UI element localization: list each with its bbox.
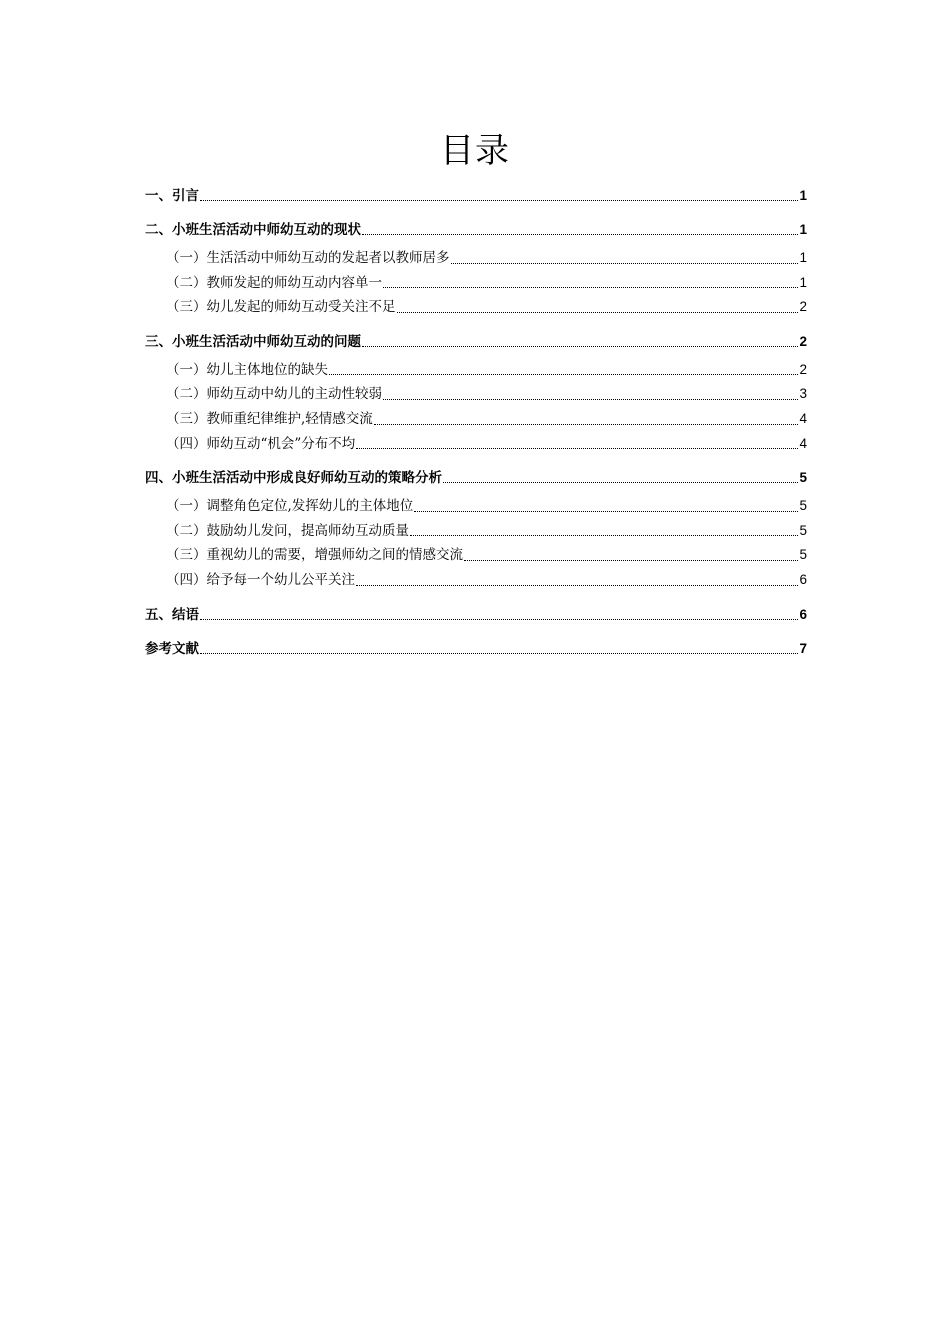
toc-entry-level1[interactable] (145, 184, 807, 208)
dot-leader (443, 466, 798, 490)
toc-entry-text: 五、结语 (145, 606, 199, 623)
toc-entry-level1[interactable] (145, 637, 807, 661)
toc-entry-level2[interactable] (145, 432, 807, 457)
dot-leader (374, 407, 799, 432)
toc-entry-level2[interactable] (145, 568, 807, 593)
toc-entry-text: 二、小班生活活动中师幼互动的现状 (145, 222, 361, 238)
toc-entry-level1[interactable] (145, 466, 807, 490)
toc-page-number: 4 (799, 435, 807, 451)
toc-entry-text: （三）重视幼儿的需要，增强师幼之间的情感交流 (166, 547, 463, 564)
dot-leader (383, 271, 798, 296)
toc-entry-text: （二）鼓励幼儿发问，提高师幼互动质量 (166, 522, 409, 539)
toc-page-number: 6 (799, 571, 807, 587)
toc-page-number: 3 (799, 386, 807, 402)
toc-entry-text: （二）教师发起的师幼互动内容单一 (166, 274, 382, 291)
toc-page-number: 1 (799, 274, 807, 290)
dot-leader (362, 330, 798, 354)
dot-leader (451, 246, 799, 271)
toc-entry-text: （四）师幼互动“机会”分布不均 (166, 435, 356, 452)
toc-page-number: 7 (799, 640, 807, 656)
toc-entry-text: （一）调整角色定位,发挥幼儿的主体地位 (166, 498, 414, 515)
toc-entry-text: 一、引言 (145, 188, 199, 204)
dot-leader (200, 184, 798, 208)
toc-entry-level2[interactable] (145, 271, 807, 296)
dot-leader (356, 568, 798, 593)
toc-entry-text: （四）给予每一个幼儿公平关注 (166, 571, 355, 588)
toc-entry-level2[interactable] (145, 382, 807, 407)
toc-page-number: 2 (799, 361, 807, 377)
toc-page-number: 5 (799, 522, 807, 538)
dot-leader (200, 603, 798, 627)
toc-entry-level2[interactable] (145, 407, 807, 432)
toc-list (145, 178, 807, 665)
dot-leader (356, 432, 798, 457)
toc-entry-level1[interactable] (145, 603, 807, 627)
toc-page-number: 5 (799, 498, 807, 514)
toc-page-number: 1 (799, 222, 807, 237)
toc-entry-text: （三）教师重纪律维护,轻情感交流 (166, 410, 373, 427)
toc-title: 目录 (440, 131, 510, 171)
toc-entry-level1[interactable] (145, 330, 807, 354)
toc-page-number: 6 (799, 606, 807, 622)
toc-entry-level2[interactable] (145, 519, 807, 544)
toc-entry-text: （三）幼儿发起的师幼互动受关注不足 (166, 299, 396, 316)
toc-page-number: 4 (799, 410, 807, 426)
toc-entry-level2[interactable] (145, 246, 807, 271)
toc-entry-text: （一）生活活动中师幼互动的发起者以教师居多 (166, 250, 450, 266)
toc-entry-level2[interactable] (145, 494, 807, 519)
toc-entry-level2[interactable] (145, 543, 807, 568)
toc-entry-text: （二）师幼互动中幼儿的主动性较弱 (166, 386, 382, 403)
toc-page-number: 5 (799, 547, 807, 563)
dot-leader (383, 382, 798, 407)
toc-entry-text: 参考文献 (145, 640, 199, 657)
toc-entry-text: （一）幼儿主体地位的缺失 (166, 361, 328, 378)
dot-leader (397, 295, 799, 320)
toc-page-number: 5 (799, 470, 807, 486)
toc-page-number: 1 (799, 188, 807, 203)
toc-entry-level2[interactable] (145, 358, 807, 383)
toc-page-number: 2 (799, 299, 807, 315)
toc-page-number: 2 (799, 333, 807, 349)
dot-leader (464, 543, 798, 568)
toc-entry-text: 三、小班生活活动中师幼互动的问题 (145, 333, 361, 350)
toc-page-number: 1 (799, 250, 807, 265)
dot-leader (410, 519, 798, 544)
toc-entry-level2[interactable] (145, 295, 807, 320)
dot-leader (362, 218, 798, 242)
dot-leader (200, 637, 798, 661)
toc-entry-level1[interactable] (145, 218, 807, 242)
dot-leader (329, 358, 798, 383)
toc-entry-text: 四、小班生活活动中形成良好师幼互动的策略分析 (145, 470, 442, 487)
dot-leader (414, 494, 798, 519)
